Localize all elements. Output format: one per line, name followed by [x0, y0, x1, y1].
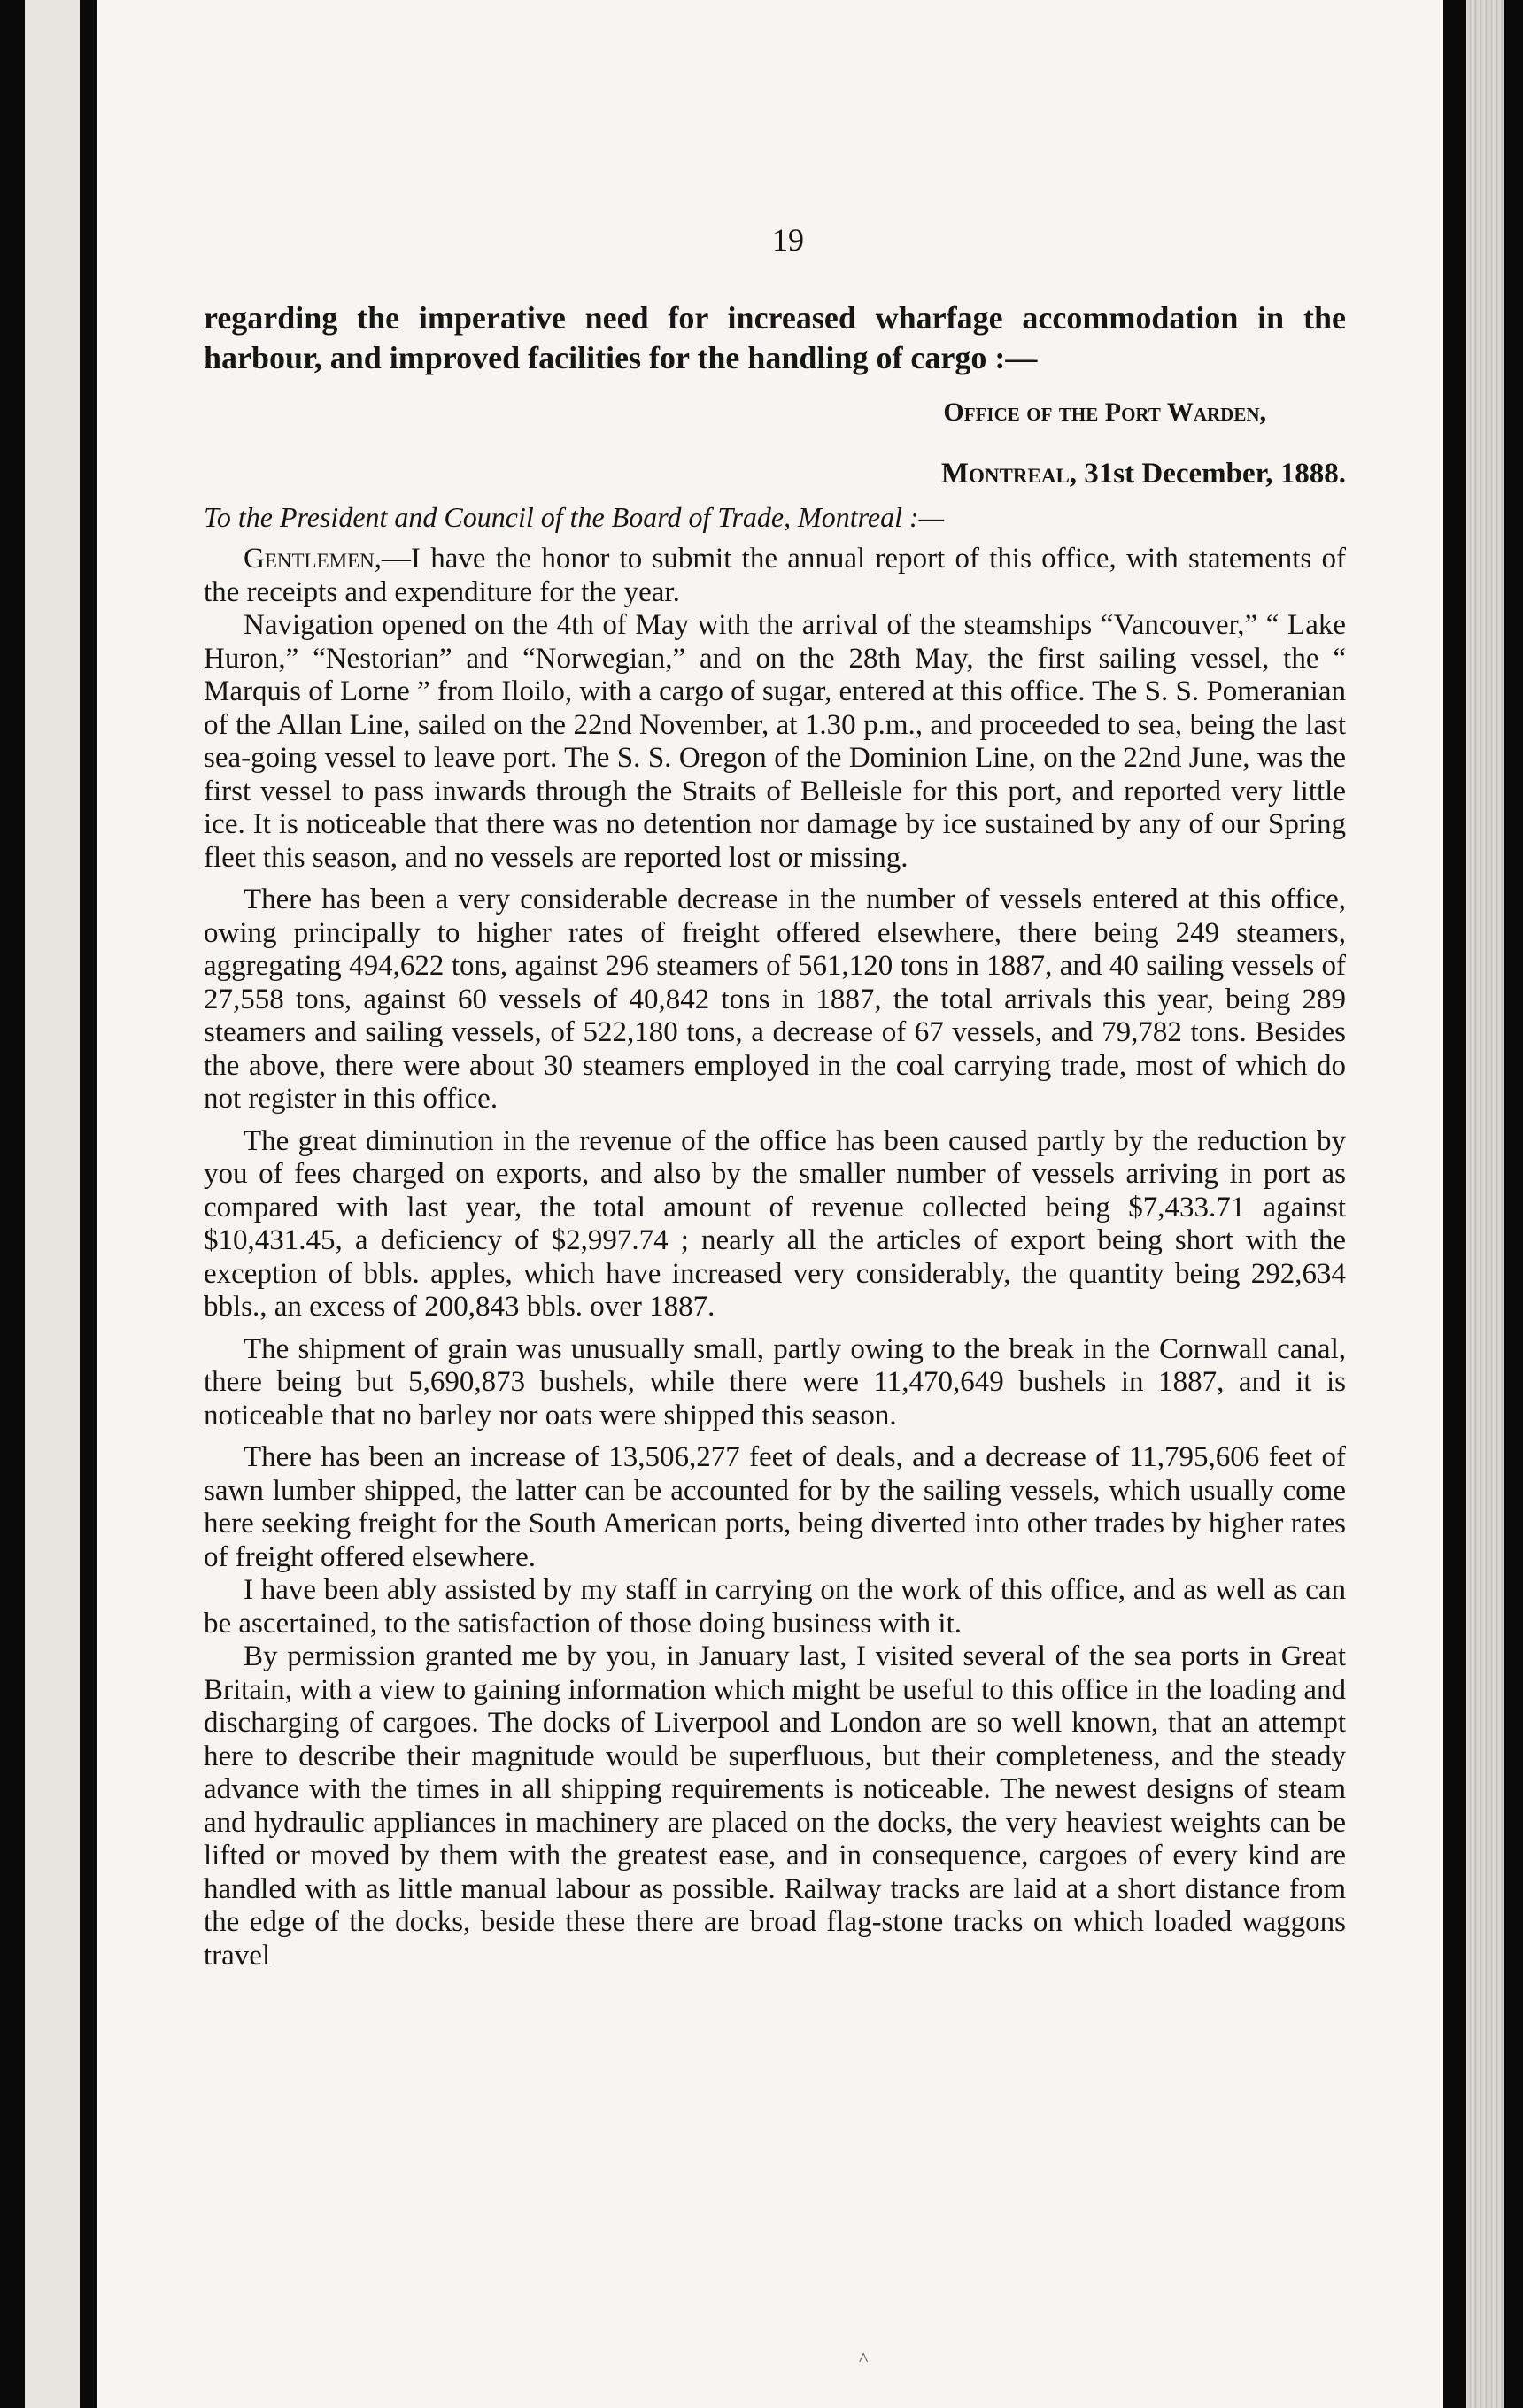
office-heading: Office of the Port Warden, [943, 397, 1266, 427]
vessels-paragraph: There has been a very considerable decrease in the number of vessels entered at this office, owing principally to higher rates of freight offered elsewhere, there being 249 steamers, aggregating 494,622 tons, against 296 steamers of 561,120 tons in 1887, and 40 sailing vessels of 27,558 tons, against 60 vessels of 40,842 tons in 1887, the total arrivals this year, being 289 steamers and sailing vessels, of 522,180 tons, a decrease of 67 vessels, and 79,782 tons. Besides the above, there were about 30 steamers employed in the coal carrying trade, most of which do not register in this office. [204, 884, 1346, 1115]
docks-paragraph: By permission granted me by you, in January last, I visited several of the sea ports in Great Britain, with a view to gaining information which might be useful to this office in the loading and discharging of cargoes. The docks of Liverpool and London are so well known, that an attempt here to describe their magnitude would be superfluous, but their completeness, and the steady advance with the times in all shipping requirements is noticeable. The newest designs of steam and hydraulic appliances in machinery are placed on the docks, the very heaviest weights can be lifted or moved by them with the greatest ease, and in consequence, cargoes of every kind are handled with as little manual labour as possible. Railway tracks are laid at a short distance from the edge of the docks, beside these there are broad flag-stone tracks on which loaded waggons travel [204, 1640, 1346, 1972]
revenue-paragraph: The great diminution in the revenue of the office has been caused partly by the reduction by you of fees charged on exports, and also by the smaller number of vessels arriving in port as compared with last year, the total amount of revenue collected being $7,433.71 against $10,431.45, a deficiency of $2,997.74 ; nearly all the articles of export being short with the exception of bbls. apples, which have increased very considerably, the quantity being 292,634 bbls., an excess of 200,843 bbls. over 1887. [204, 1124, 1346, 1323]
page-content [204, 221, 1346, 1972]
navigation-paragraph: Navigation opened on the 4th of May with the arrival of the steamships “Vancouver,” “ Lake Huron,” “Nestorian” and “Norwegian,” and on the 28th May, the first sailing vessel, the “ Marquis of Lorne ” from Iloilo, with a cargo of sugar, entered at this office. The S. S. Pomeranian of the Allan Line, sailed on the 22nd November, at 1.30 p.m., and proceeded to sea, being the last sea-going vessel to leave port. The S. S. Oregon of the Dominion Line, on the 22nd June, was the first vessel to pass inwards through the Straits of Belleisle for this port, and reported very little ice. It is noticeable that there was no detention nor damage by ice sustained by any of our Spring fleet this season, and no vessels are reported lost or missing. [204, 609, 1346, 874]
page-number: 19 [772, 222, 804, 258]
page-bottom-mark: ^ [859, 2348, 869, 2370]
opening-paragraph [204, 543, 1346, 609]
date-place: Montreal, [940, 458, 1078, 490]
grain-paragraph: The shipment of grain was unusually small, partly owing to the break in the Cornwall canal, there being but 5,690,873 bushels, while there were 11,470,649 bushels in 1887, and it is noticeable that no barley nor oats were shipped this season. [204, 1332, 1346, 1432]
staff-paragraph: I have been ably assisted by my staff in carrying on the work of this office, and as well as can be ascertained, to the satisfaction of those doing business with it. [204, 1574, 1346, 1640]
paragraph-text: —I have the honor to submit the annual report of this office, with statements of the receipts and expenditure for the year. [204, 543, 1346, 608]
letter-address: To the President and Council of the Board of Trade, Montreal :— [204, 501, 945, 533]
facing-page-edge [25, 0, 80, 2408]
date: 31st December, 1888. [1084, 458, 1346, 490]
intro-paragraph: regarding the imperative need for increased wharfage accommodation in the harbour, and improved facilities for the handling of cargo :— [204, 300, 1346, 375]
lumber-paragraph: There has been an increase of 13,506,277 feet of deals, and a decrease of 11,795,606 feet of sawn lumber shipped, the latter can be accounted for by the sailing vessels, which usually come here seeking freight for the South American ports, being diverted into other trades by higher rates of freight offered elsewhere. [204, 1441, 1346, 1573]
book-page [97, 0, 1443, 2408]
page-stack-edge [1466, 0, 1504, 2408]
dateline [204, 458, 1346, 490]
salutation: Gentlemen, [244, 543, 382, 575]
